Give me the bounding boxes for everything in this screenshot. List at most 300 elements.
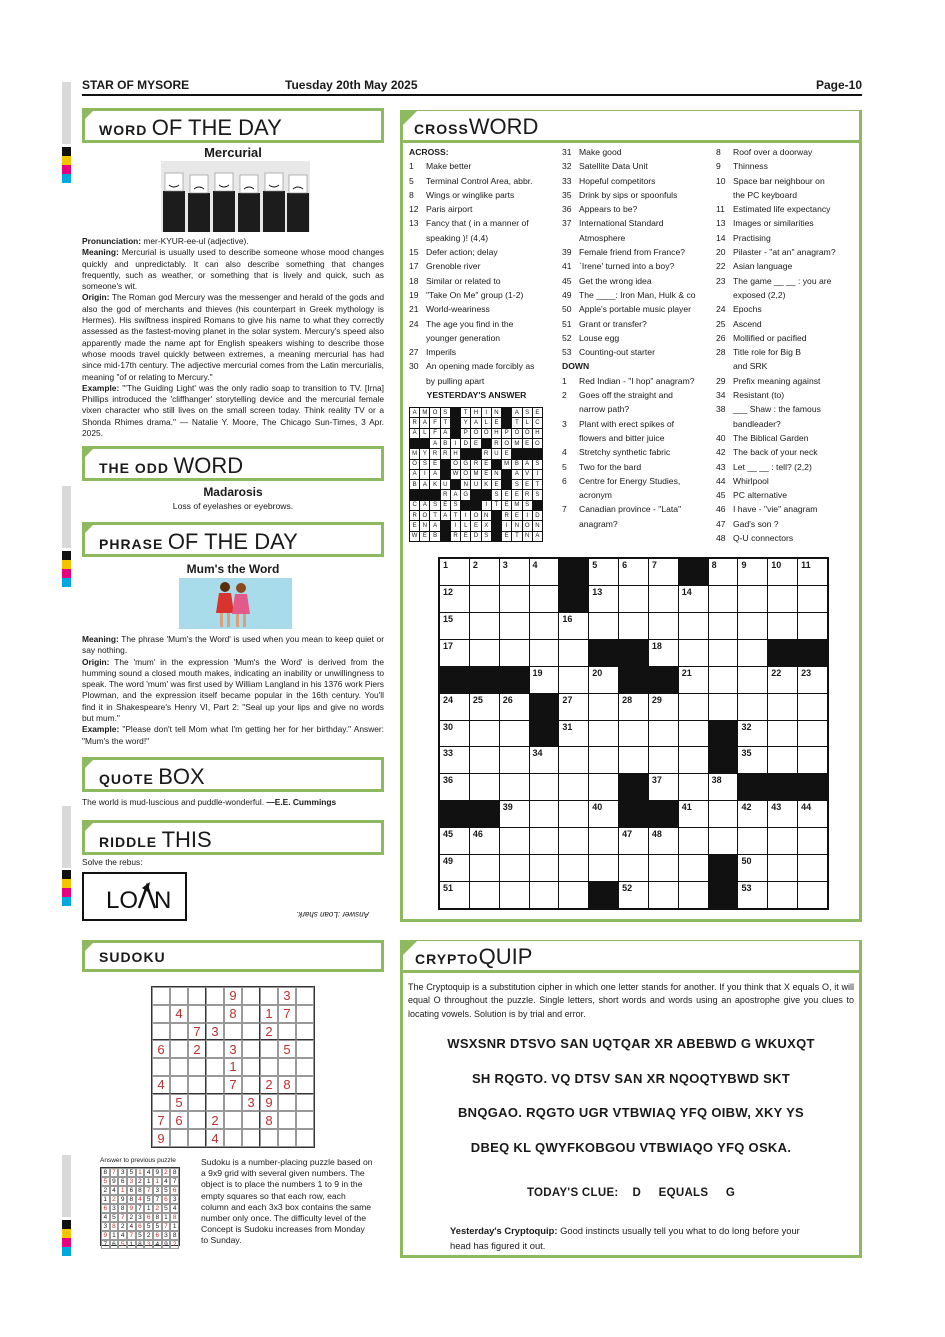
- sudoku-cell[interactable]: [206, 1040, 224, 1058]
- crossword-cell[interactable]: 19: [530, 667, 559, 693]
- answer-letter: O: [533, 439, 542, 448]
- crossword-cell[interactable]: [679, 774, 708, 800]
- answer-digit: 1: [144, 1177, 153, 1186]
- crossword-cell[interactable]: 11: [798, 559, 827, 585]
- sudoku-cell[interactable]: [170, 987, 188, 1005]
- crossword-cell[interactable]: 29: [649, 694, 678, 720]
- answer-digit: 6: [118, 1177, 127, 1186]
- answer-black-square: [441, 521, 450, 530]
- sudoku-cell[interactable]: [242, 1058, 260, 1076]
- crossword-cell[interactable]: [619, 855, 648, 881]
- sudoku-cell: 9: [224, 987, 242, 1005]
- crossword-cell[interactable]: 42: [738, 801, 767, 827]
- crossword-cell[interactable]: [530, 586, 559, 612]
- crossword-cell[interactable]: [679, 694, 708, 720]
- crossword-cell[interactable]: [470, 855, 499, 881]
- black-square: [709, 882, 738, 908]
- crossword-cell[interactable]: [679, 882, 708, 908]
- cmyk-marks: [62, 1220, 71, 1256]
- crossword-cell[interactable]: 20: [589, 667, 618, 693]
- crossword-cell[interactable]: [798, 721, 827, 747]
- sudoku-cell[interactable]: [188, 1094, 206, 1112]
- sudoku-cell[interactable]: [242, 987, 260, 1005]
- sudoku-cell[interactable]: [296, 987, 314, 1005]
- sudoku-cell[interactable]: [188, 1111, 206, 1129]
- crossword-cell[interactable]: 26: [500, 694, 529, 720]
- crossword-cell[interactable]: [559, 855, 588, 881]
- sudoku-cell[interactable]: [206, 987, 224, 1005]
- crossword-cell[interactable]: [470, 774, 499, 800]
- sudoku-cell[interactable]: [296, 1058, 314, 1076]
- sudoku-cell[interactable]: [188, 1058, 206, 1076]
- crossword-cell[interactable]: [738, 694, 767, 720]
- crossword-cell[interactable]: [679, 640, 708, 666]
- clue-row: 14 Practising: [716, 232, 771, 243]
- crossword-cell[interactable]: 51: [440, 882, 469, 908]
- sudoku-cell[interactable]: [242, 1129, 260, 1147]
- sudoku-cell[interactable]: [188, 1005, 206, 1023]
- answer-digit: 6: [136, 1222, 145, 1231]
- black-square: [619, 667, 648, 693]
- crossword-cell[interactable]: 5: [589, 559, 618, 585]
- crossword-cell[interactable]: 32: [738, 721, 767, 747]
- crossword-cell[interactable]: 37: [649, 774, 678, 800]
- crossword-cell[interactable]: [768, 828, 797, 854]
- sudoku-cell[interactable]: [152, 1023, 170, 1041]
- crossword-cell[interactable]: [500, 882, 529, 908]
- answer-letter: O: [420, 511, 429, 520]
- answer-letter: R: [523, 490, 532, 499]
- crossword-cell[interactable]: [530, 855, 559, 881]
- crossword-cell[interactable]: [768, 694, 797, 720]
- crossword-cell[interactable]: [798, 613, 827, 639]
- crossword-cell[interactable]: [559, 640, 588, 666]
- crossword-cell[interactable]: [589, 721, 618, 747]
- answer-black-square: [420, 490, 429, 499]
- crossword-cell[interactable]: [589, 855, 618, 881]
- crossword-cell[interactable]: 45: [440, 828, 469, 854]
- down-clues-col3: [716, 145, 856, 545]
- sudoku-cell[interactable]: [260, 987, 278, 1005]
- crossword-cell[interactable]: 34: [530, 747, 559, 773]
- quote-text: The world is mud-luscious and puddle-wonderful. —E.E. Cummings: [82, 797, 337, 807]
- answer-digit: 8: [153, 1213, 162, 1222]
- sudoku-cell[interactable]: [152, 1058, 170, 1076]
- sudoku-cell[interactable]: [224, 1111, 242, 1129]
- crossword-cell[interactable]: [768, 882, 797, 908]
- answer-letter: R: [441, 490, 450, 499]
- crossword-cell[interactable]: [589, 694, 618, 720]
- crossword-cell[interactable]: [559, 801, 588, 827]
- crossword-cell[interactable]: [798, 828, 827, 854]
- sudoku-cell[interactable]: [170, 1023, 188, 1041]
- crossword-cell[interactable]: 13: [589, 586, 618, 612]
- crossword-cell[interactable]: [679, 613, 708, 639]
- clue-row: 28 Title role for Big B: [716, 347, 801, 358]
- crossword-cell[interactable]: [500, 613, 529, 639]
- crossword-cell[interactable]: 47: [619, 828, 648, 854]
- crossword-cell[interactable]: [589, 747, 618, 773]
- crossword-cell[interactable]: [709, 828, 738, 854]
- crossword-cell[interactable]: 8: [709, 559, 738, 585]
- sudoku-cell[interactable]: [206, 1005, 224, 1023]
- black-square: [500, 667, 529, 693]
- sudoku-cell[interactable]: [170, 1076, 188, 1094]
- sudoku-cell[interactable]: [206, 1058, 224, 1076]
- answer-letter: R: [441, 449, 450, 458]
- crossword-cell[interactable]: [798, 694, 827, 720]
- crossword-cell[interactable]: 24: [440, 694, 469, 720]
- answer-digit: 9: [127, 1204, 136, 1213]
- answer-letter: Y: [420, 449, 429, 458]
- crossword-cell[interactable]: 30: [440, 721, 469, 747]
- crossword-cell[interactable]: [500, 855, 529, 881]
- answer-digit: 3: [101, 1222, 110, 1231]
- black-square: [619, 801, 648, 827]
- answer-black-square: [523, 449, 532, 458]
- faces-with-emoji-masks-image: [161, 161, 310, 232]
- crossword-cell[interactable]: [559, 747, 588, 773]
- crossword-cell[interactable]: [470, 721, 499, 747]
- sudoku-cell[interactable]: [296, 1023, 314, 1041]
- crossword-cell[interactable]: [768, 747, 797, 773]
- crossword-cell[interactable]: [709, 613, 738, 639]
- answer-letter: R: [502, 511, 511, 520]
- answer-black-square: [420, 439, 429, 448]
- crossword-cell[interactable]: [649, 882, 678, 908]
- crossword-cell[interactable]: [738, 667, 767, 693]
- sudoku-cell[interactable]: [170, 1129, 188, 1147]
- sudoku-cell[interactable]: [278, 1111, 296, 1129]
- crossword-cell[interactable]: 9: [738, 559, 767, 585]
- answer-letter: X: [482, 521, 491, 530]
- crossword-cell[interactable]: [649, 613, 678, 639]
- answer-black-square: [451, 408, 460, 417]
- sudoku-cell[interactable]: [296, 1076, 314, 1094]
- answer-digit: 8: [136, 1186, 145, 1195]
- crossword-grid[interactable]: [438, 557, 829, 910]
- answer-letter: N: [533, 521, 542, 530]
- crossword-cell[interactable]: [649, 747, 678, 773]
- crossword-cell[interactable]: 4: [530, 559, 559, 585]
- crossword-cell[interactable]: 25: [470, 694, 499, 720]
- crossword-cell[interactable]: [679, 721, 708, 747]
- crossword-cell[interactable]: [709, 586, 738, 612]
- crossword-cell[interactable]: [738, 586, 767, 612]
- answer-digit: 8: [127, 1195, 136, 1204]
- crossword-cell[interactable]: [559, 882, 588, 908]
- clue-row: by pulling apart: [426, 375, 485, 386]
- clue-row: 7 Canadian province - "Lata": [562, 504, 682, 515]
- sudoku-cell[interactable]: [242, 1111, 260, 1129]
- sudoku-cell[interactable]: [188, 987, 206, 1005]
- sudoku-cell[interactable]: [296, 1040, 314, 1058]
- answer-letter: O: [430, 408, 439, 417]
- sudoku-grid[interactable]: [151, 986, 315, 1148]
- sudoku-cell[interactable]: [170, 1058, 188, 1076]
- answer-black-square: [533, 501, 542, 510]
- answer-digit: 4: [127, 1222, 136, 1231]
- crossword-cell[interactable]: 50: [738, 855, 767, 881]
- crossword-cell[interactable]: 23: [798, 667, 827, 693]
- answer-digit: 4: [144, 1168, 153, 1177]
- crossword-cell[interactable]: [470, 586, 499, 612]
- answer-letter: R: [410, 511, 419, 520]
- crossword-cell[interactable]: [530, 613, 559, 639]
- svg-text:N: N: [154, 887, 172, 914]
- sudoku-cell[interactable]: [242, 1076, 260, 1094]
- sudoku-cell[interactable]: [152, 1005, 170, 1023]
- odd-word-heading: THE ODD WORD: [82, 446, 384, 481]
- crossword-cell[interactable]: [500, 640, 529, 666]
- sudoku-cell[interactable]: [296, 1094, 314, 1112]
- crossword-cell[interactable]: [530, 882, 559, 908]
- answer-letter: A: [451, 490, 460, 499]
- crossword-cell[interactable]: [619, 747, 648, 773]
- crossword-cell[interactable]: [768, 721, 797, 747]
- across-clues-col1: ACROSS: 1 Make better 5 Terminal Control Area, abbr. 8 Wings or winglike parts 12 Paris airport 13 Fancy that ( in a manner of speaking )! (4,4) 15 Defer action; delay 17 Grenoble river 18 Similar or related to 19 "Take On Me" group (1-2) 21 World-weariness 24 The age you find in the younger generation 27 Imperils 30 An opening made forcibly as by pulling apart: [409, 145, 554, 388]
- crossword-cell[interactable]: [470, 640, 499, 666]
- odd-word-definition: Loss of eyelashes or eyebrows.: [172, 501, 294, 511]
- crossword-cell[interactable]: 36: [440, 774, 469, 800]
- crossword-cell[interactable]: 22: [768, 667, 797, 693]
- crossword-cell[interactable]: 40: [589, 801, 618, 827]
- crossword-cell[interactable]: 16: [559, 613, 588, 639]
- crossword-cell[interactable]: 28: [619, 694, 648, 720]
- crossword-cell[interactable]: 48: [649, 828, 678, 854]
- crossword-cell[interactable]: 7: [649, 559, 678, 585]
- sudoku-cell[interactable]: [224, 1023, 242, 1041]
- crossword-cell[interactable]: [500, 747, 529, 773]
- crossword-cell[interactable]: [679, 747, 708, 773]
- answer-digit: 4: [170, 1204, 179, 1213]
- crossword-cell[interactable]: [738, 828, 767, 854]
- crossword-cell[interactable]: [589, 828, 618, 854]
- crossword-cell[interactable]: [798, 882, 827, 908]
- crossword-cell[interactable]: 6: [619, 559, 648, 585]
- sudoku-cell[interactable]: [170, 1040, 188, 1058]
- black-square: [768, 774, 797, 800]
- sudoku-cell: 6: [170, 1111, 188, 1129]
- crossword-cell[interactable]: [530, 774, 559, 800]
- crossword-cell[interactable]: [768, 855, 797, 881]
- crossword-cell[interactable]: [500, 586, 529, 612]
- crossword-cell[interactable]: 10: [768, 559, 797, 585]
- answer-digit: 7: [136, 1204, 145, 1213]
- crossword-cell[interactable]: 17: [440, 640, 469, 666]
- crossword-cell[interactable]: [589, 613, 618, 639]
- clue-row: 5 Two for the bard: [562, 461, 642, 472]
- crossword-cell[interactable]: [619, 586, 648, 612]
- crossword-cell[interactable]: [500, 828, 529, 854]
- answer-letter: D: [533, 511, 542, 520]
- crossword-cell[interactable]: [619, 613, 648, 639]
- crossword-cell[interactable]: 35: [738, 747, 767, 773]
- clue-row: 10 Space bar neighbour on: [716, 175, 825, 186]
- sudoku-cell[interactable]: [260, 1129, 278, 1147]
- sudoku-cell[interactable]: [260, 1040, 278, 1058]
- crossword-cell[interactable]: [709, 640, 738, 666]
- answer-letter: S: [523, 408, 532, 417]
- crossword-cell[interactable]: 49: [440, 855, 469, 881]
- sudoku-cell: 7: [188, 1023, 206, 1041]
- sudoku-cell[interactable]: [260, 1058, 278, 1076]
- crossword-cell[interactable]: 31: [559, 721, 588, 747]
- crossword-cell[interactable]: 14: [679, 586, 708, 612]
- crossword-cell[interactable]: [738, 613, 767, 639]
- crossword-cell[interactable]: 41: [679, 801, 708, 827]
- black-square: [649, 801, 678, 827]
- sudoku-cell[interactable]: [206, 1094, 224, 1112]
- crossword-cell[interactable]: 52: [619, 882, 648, 908]
- clue-row: 22 Asian language: [716, 261, 793, 272]
- crossword-cell[interactable]: [679, 855, 708, 881]
- crossword-cell[interactable]: [530, 801, 559, 827]
- crossword-cell[interactable]: 46: [470, 828, 499, 854]
- black-square: [440, 667, 469, 693]
- crossword-cell[interactable]: [470, 882, 499, 908]
- answer-digit: 7: [162, 1222, 171, 1231]
- crossword-cell[interactable]: [768, 613, 797, 639]
- answer-digit: 8: [101, 1168, 110, 1177]
- crossword-cell[interactable]: [559, 667, 588, 693]
- crossword-cell[interactable]: 33: [440, 747, 469, 773]
- crossword-cell[interactable]: [500, 774, 529, 800]
- sudoku-cell[interactable]: [278, 1129, 296, 1147]
- word-of-day-body: Pronunciation: mer-KYUR-ee-ul (adjective). Meaning: Mercurial is usually used to describe someone whose mood changes quickly and unpredictably. It can also describe something that changes frequently, such as weather, or something that is lively and quick, such as someone's wit. Origin: The Roman god Mercury was the messenger and herald of the gods and also the god of merchants and thieves (his counterpart in Greek mythology is Hermes). His swiftness inspired Romans to give his name to what they correctly assessed as the fastest-moving planet in the solar system. Mercury's speed also apparently made the name apt for English speakers wishing to describe those whose moods travel quickly between extremes, a meaning mercurial has had since mid-17th century. The adjective mercurial comes from the Latin mercurialis, meaning "of or relating to Mercury." Example: "'The Guiding Light' was the only radio soap to transition to TV. [Irna] Phillips introduced the 'cliffhanger' storytelling device and the mercurial female vixen character who still lives on the small screen today. Think reality TV or a Shonda Rhimes drama." — Natalie Y. Moore, The Chicago Sun-Times, 3 Apr. 2025.: [82, 236, 384, 439]
- answer-letter: I: [451, 521, 460, 530]
- crossword-cell[interactable]: [530, 828, 559, 854]
- answer-letter: O: [471, 429, 480, 438]
- crossword-cell[interactable]: [530, 640, 559, 666]
- black-square: [798, 640, 827, 666]
- crossword-cell[interactable]: [619, 721, 648, 747]
- sudoku-cell[interactable]: [296, 1005, 314, 1023]
- crossword-cell[interactable]: 2: [470, 559, 499, 585]
- sudoku-cell[interactable]: [152, 987, 170, 1005]
- sudoku-cell[interactable]: [242, 1005, 260, 1023]
- sudoku-cell[interactable]: [242, 1023, 260, 1041]
- clue-row: 41 `Irene' turned into a boy?: [562, 261, 675, 272]
- answer-letter: S: [533, 490, 542, 499]
- answer-letter: E: [430, 460, 439, 469]
- answer-letter: I: [533, 470, 542, 479]
- crossword-cell[interactable]: [649, 586, 678, 612]
- crossword-cell[interactable]: 27: [559, 694, 588, 720]
- answer-digit: 2: [136, 1177, 145, 1186]
- answer-letter: B: [410, 480, 419, 489]
- answer-letter: I: [482, 501, 491, 510]
- clue-row: 12 Paris airport: [409, 204, 473, 215]
- crossword-cell[interactable]: [798, 747, 827, 773]
- answer-letter: G: [461, 460, 470, 469]
- crossword-cell[interactable]: 3: [500, 559, 529, 585]
- sudoku-cell[interactable]: [278, 1023, 296, 1041]
- crossword-cell[interactable]: [798, 855, 827, 881]
- crossword-cell[interactable]: [798, 586, 827, 612]
- crossword-cell[interactable]: [709, 801, 738, 827]
- answer-letter: E: [492, 418, 501, 427]
- answer-letter: E: [420, 532, 429, 541]
- answer-letter: T: [430, 511, 439, 520]
- answer-black-square: [451, 480, 460, 489]
- crossword-cell[interactable]: [470, 747, 499, 773]
- crossword-cell[interactable]: [559, 828, 588, 854]
- sudoku-cell[interactable]: [188, 1129, 206, 1147]
- crossword-cell[interactable]: [738, 640, 767, 666]
- crossword-cell[interactable]: [709, 667, 738, 693]
- clue-row: 1 Make better: [409, 161, 472, 172]
- answer-digit: 7: [144, 1186, 153, 1195]
- crossword-cell[interactable]: [709, 694, 738, 720]
- clue-row: 25 Ascend: [716, 318, 762, 329]
- answer-digit: 3: [127, 1177, 136, 1186]
- black-square: [589, 640, 618, 666]
- answer-letter: B: [430, 532, 439, 541]
- answer-digit: 6: [153, 1231, 162, 1240]
- sudoku-cell[interactable]: [206, 1076, 224, 1094]
- crossword-cell[interactable]: 18: [649, 640, 678, 666]
- cmyk-marks: [62, 870, 71, 906]
- sudoku-cell: 6: [152, 1040, 170, 1058]
- sudoku-cell[interactable]: [152, 1094, 170, 1112]
- crossword-cell[interactable]: 44: [798, 801, 827, 827]
- crossword-cell[interactable]: [500, 721, 529, 747]
- crossword-cell[interactable]: [649, 721, 678, 747]
- crossword-cell[interactable]: [559, 774, 588, 800]
- sudoku-cell[interactable]: [278, 1094, 296, 1112]
- sudoku-cell[interactable]: [224, 1129, 242, 1147]
- answer-letter: O: [502, 439, 511, 448]
- clue-row: 2 Goes off the straight and: [562, 390, 673, 401]
- sudoku-cell: 8: [224, 1005, 242, 1023]
- clue-row: 8 Wings or winglike parts: [409, 189, 515, 200]
- crossword-cell[interactable]: 21: [679, 667, 708, 693]
- sudoku-cell: 3: [206, 1023, 224, 1041]
- crossword-cell[interactable]: [649, 855, 678, 881]
- sudoku-cell[interactable]: [296, 1111, 314, 1129]
- answer-letter: L: [461, 521, 470, 530]
- sudoku-cell[interactable]: [242, 1040, 260, 1058]
- answer-letter: A: [410, 408, 419, 417]
- crossword-cell[interactable]: [768, 586, 797, 612]
- answer-letter: U: [441, 480, 450, 489]
- crossword-cell[interactable]: 38: [709, 774, 738, 800]
- crossword-cell[interactable]: 15: [440, 613, 469, 639]
- crossword-cell[interactable]: 43: [768, 801, 797, 827]
- sudoku-cell[interactable]: [224, 1094, 242, 1112]
- answer-letter: A: [420, 418, 429, 427]
- crossword-cell[interactable]: 1: [440, 559, 469, 585]
- answer-letter: I: [451, 439, 460, 448]
- answer-letter: N: [461, 480, 470, 489]
- crossword-cell[interactable]: 53: [738, 882, 767, 908]
- crossword-cell[interactable]: 39: [500, 801, 529, 827]
- sudoku-cell[interactable]: [188, 1076, 206, 1094]
- crossword-cell[interactable]: 12: [440, 586, 469, 612]
- answer-letter: S: [523, 501, 532, 510]
- answer-digit: 2: [170, 1240, 179, 1249]
- crossword-cell[interactable]: [470, 613, 499, 639]
- crossword-cell[interactable]: [589, 774, 618, 800]
- sudoku-cell[interactable]: [278, 1058, 296, 1076]
- crossword-cell[interactable]: [679, 828, 708, 854]
- sudoku-cell: 8: [278, 1076, 296, 1094]
- riddle-prompt: Solve the rebus:: [82, 857, 143, 867]
- sudoku-cell[interactable]: [296, 1129, 314, 1147]
- answer-digit: 7: [101, 1240, 110, 1249]
- answer-letter: E: [482, 470, 491, 479]
